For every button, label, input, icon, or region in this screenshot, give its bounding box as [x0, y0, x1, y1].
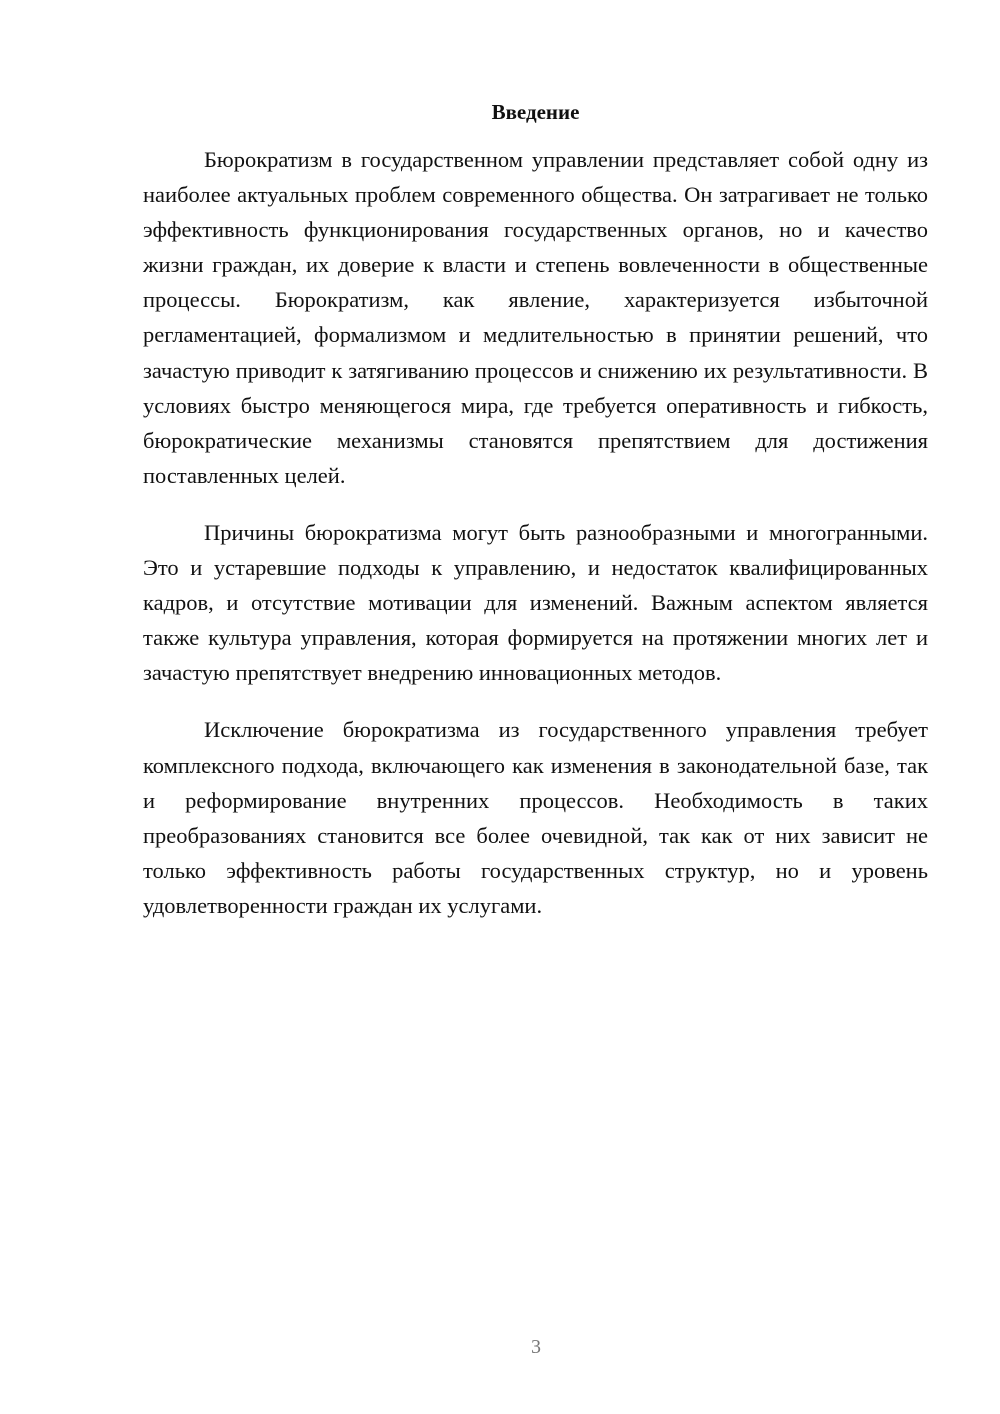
paragraph-1: Бюрократизм в государственном управлении представляет собой одну из наиболее актуальных проблем современного общества. Он затрагивает не только эффективность функционирования государственных органов, но и качество жизни граждан, их доверие к власти и степень вовлеченности в общественные процессы. Бюрократизм, как явление, характеризуется избыточной регламентацией, формализмом и медлительностью в принятии решений, что зачастую приводит к затягиванию процессов и снижению их результативности. В условиях быстро меняющегося мира, где требуется оперативность и гибкость, бюрократические механизмы становятся препятствием для достижения поставленных целей.	[143, 147, 928, 488]
page-number: 3	[531, 1336, 541, 1358]
paragraph-3: Исключение бюрократизма из государственного управления требует комплексного подхода, включающего как изменения в законодательной базе, так и реформирование внутренних процессов. Необходимость в таких преобразованиях становится все более очевидной, так как от них зависит не только эффективность работы государственных структур, но и уровень удовлетворенности граждан их услугами.	[143, 717, 928, 918]
paragraph-2: Причины бюрократизма могут быть разнообразными и многогранными. Это и устаревшие подходы к управлению, и недостаток квалифицированных кадров, и отсутствие мотивации для изменений. Важным аспектом является также культура управления, которая формируется на протяжении многих лет и зачастую препятствует внедрению инновационных методов.	[143, 519, 928, 686]
section-heading: Введение	[491, 100, 580, 124]
body-text	[143, 142, 928, 945]
